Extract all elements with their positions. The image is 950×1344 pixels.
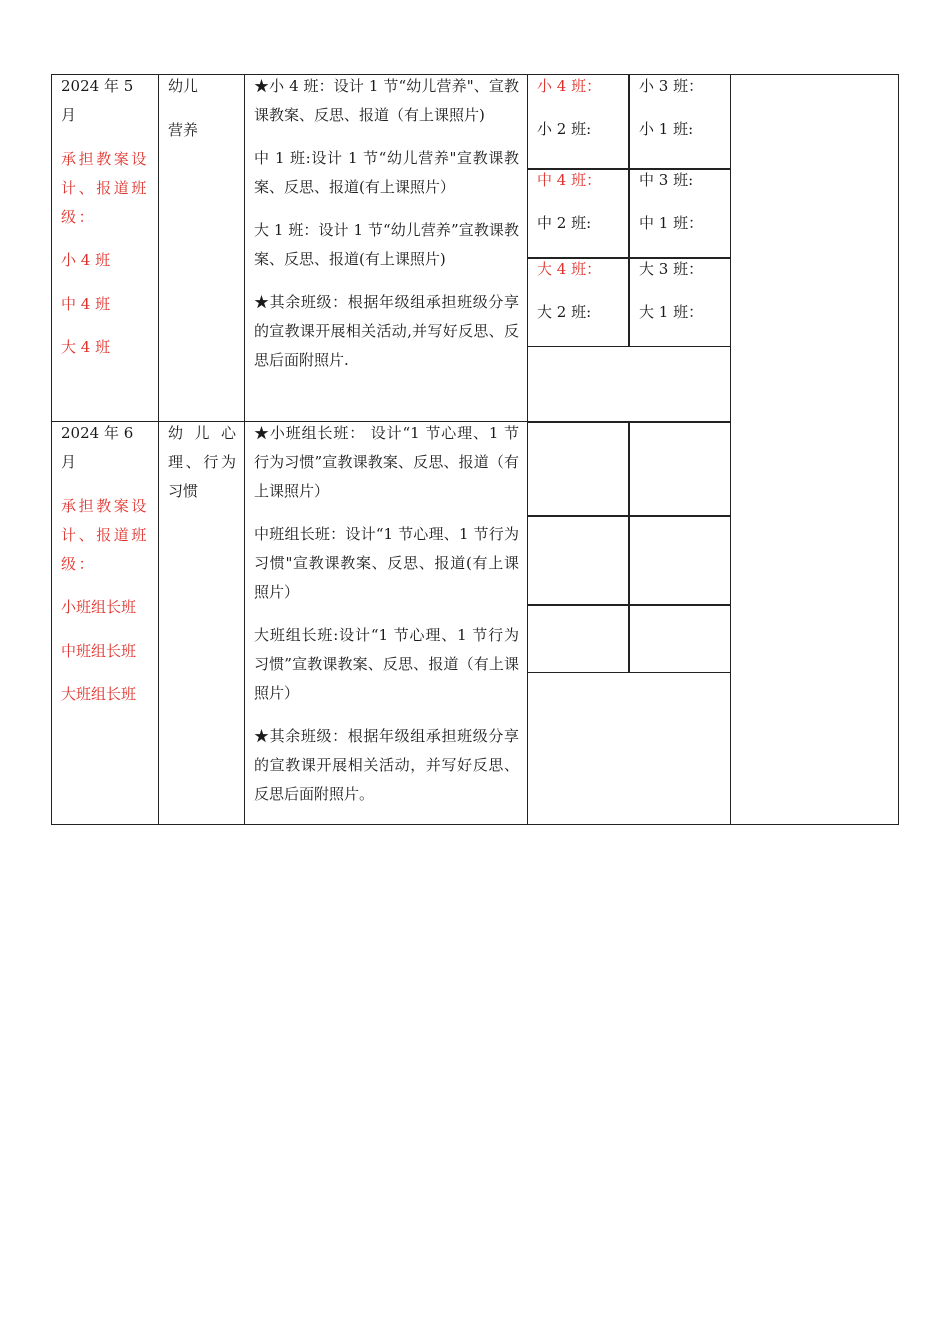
grid-class-label: 中 2 班: xyxy=(537,214,592,232)
row2-assign-class: 大班组长班 xyxy=(61,685,137,703)
row1-topic-line: 幼儿 xyxy=(168,77,199,95)
grid-cell xyxy=(639,166,703,238)
grid2-hline-1 xyxy=(527,515,731,517)
row1-task: ★小 4 班：设计 1 节“幼儿营养"、宣教课教案、反思、报道（有上课照片) xyxy=(254,77,519,124)
grid2-vline xyxy=(628,422,630,673)
row1-assign-class: 大 4 班 xyxy=(61,338,111,356)
grid-class-label: 小 1 班: xyxy=(639,120,694,138)
col-divider-4 xyxy=(730,74,731,825)
row2-tasks-cell xyxy=(254,419,519,809)
grid-class-label: 中 3 班: xyxy=(639,171,694,189)
row1-month: 2024 年 5 月 xyxy=(61,77,134,124)
row1-topic-cell xyxy=(168,72,240,145)
row2-topic-line: 幼儿心理、行为习惯 xyxy=(168,424,236,500)
grid-class-label: 小 3 班： xyxy=(639,77,704,95)
row2-assign-heading: 承担教案设计、报道班级： xyxy=(61,497,150,573)
grid1-vline xyxy=(628,75,630,347)
grid2-hline-3 xyxy=(527,672,731,673)
grid-cell xyxy=(537,166,601,238)
row1-topic-line: 营养 xyxy=(168,121,199,139)
grid-class-label: 小 4 班： xyxy=(537,77,602,95)
grid-cell xyxy=(537,72,601,144)
row2-assign-class: 中班组长班 xyxy=(61,642,137,660)
table-border-bottom xyxy=(51,824,899,825)
col-divider-2 xyxy=(244,74,245,825)
grid-class-label: 小 2 班: xyxy=(537,120,592,138)
row2-topic-cell xyxy=(168,419,236,506)
row2-task: 中班组长班：设计“1 节心理、1 节行为习惯"宣教课教案、反思、报道(有上课照片） xyxy=(254,525,519,601)
grid-class-label: 大 2 班: xyxy=(537,303,592,321)
table-border-left xyxy=(51,74,52,825)
grid-class-label: 大 3 班： xyxy=(639,260,704,278)
row1-tasks-cell xyxy=(254,72,519,375)
row2-assign-class: 小班组长班 xyxy=(61,598,137,616)
row1-assign-class: 小 4 班 xyxy=(61,251,111,269)
row1-month-cell xyxy=(61,72,153,362)
grid-class-label: 大 1 班： xyxy=(639,303,704,321)
row2-task: 大班组长班:设计“1 节心理、1 节行为习惯”宣教课教案、反思、报道（有上课照片） xyxy=(254,626,519,702)
table-border-right xyxy=(898,74,899,825)
col-divider-3 xyxy=(527,74,528,825)
grid-class-label: 中 1 班： xyxy=(639,214,704,232)
col-divider-1 xyxy=(158,74,159,825)
grid-cell xyxy=(537,255,601,327)
row2-task: ★其余班级：根据年级组承担班级分享的宣教课开展相关活动，并写好反思、反思后面附照片。 xyxy=(254,727,519,803)
row1-task: ★其余班级：根据年级组承担班级分享的宣教课开展相关活动,并写好反思、反思后面附照片. xyxy=(254,293,519,369)
grid-cell xyxy=(639,255,703,327)
grid-class-label: 大 4 班： xyxy=(537,260,602,278)
grid1-hline-3 xyxy=(527,346,731,347)
row2-month: 2024 年 6 月 xyxy=(61,424,134,471)
grid-cell xyxy=(639,72,703,144)
row1-task: 大 1 班：设计 1 节“幼儿营养”宣教课教案、反思、报道(有上课照片) xyxy=(254,221,519,268)
row1-task: 中 1 班:设计 1 节“幼儿营养"宣教课教案、反思、报道(有上课照片） xyxy=(254,149,519,196)
row2-month-cell xyxy=(61,419,153,709)
grid2-hline-2 xyxy=(527,604,731,606)
row2-task: ★小班组长班： 设计“1 节心理、1 节行为习惯”宣教课教案、反思、报道（有上课照片） xyxy=(254,424,519,500)
row1-assign-heading: 承担教案设计、报道班级： xyxy=(61,150,150,226)
grid-class-label: 中 4 班： xyxy=(537,171,602,189)
row1-assign-class: 中 4 班 xyxy=(61,295,111,313)
